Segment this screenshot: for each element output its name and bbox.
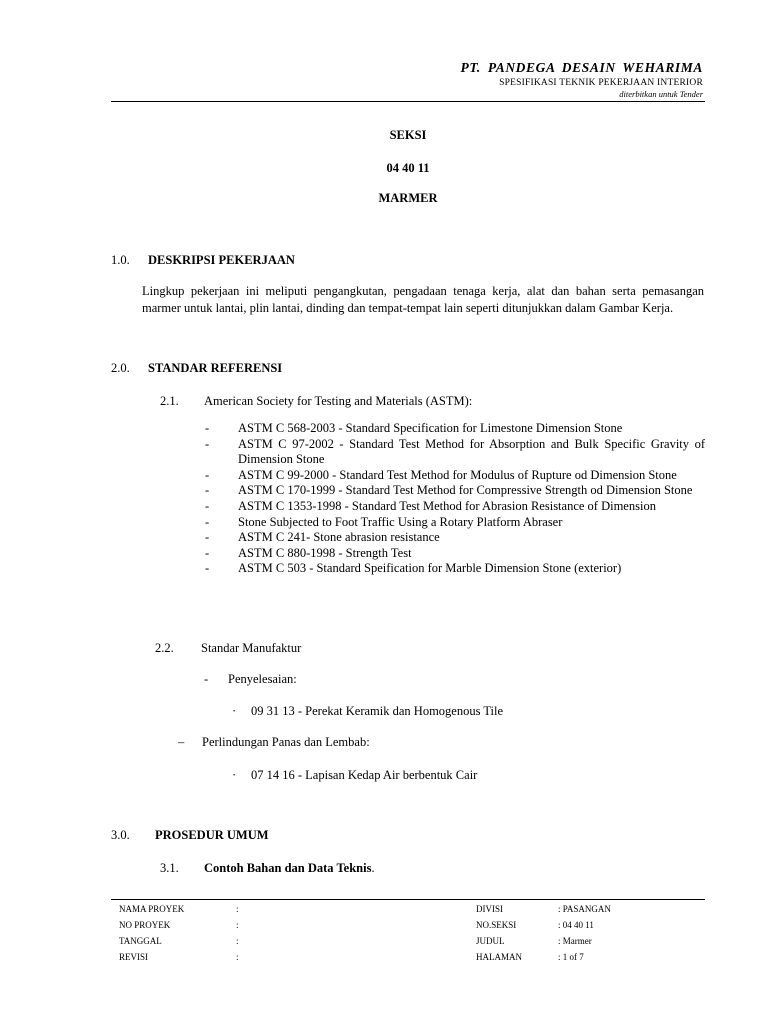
section-3-number: 3.0.: [111, 828, 130, 842]
list-item: - ASTM C 880-1998 - Strength Test: [205, 545, 412, 560]
list-item: - Stone Subjected to Foot Traffic Using a Rotary Platform Abraser: [205, 514, 563, 529]
section-title: MARMER: [378, 191, 438, 205]
group-2-dash: –: [178, 735, 185, 749]
astm-standards-list: [205, 421, 705, 577]
section-label: SEKSI: [389, 128, 427, 142]
subsection-2-1-label: American Society for Testing and Materials (ASTM):: [204, 394, 473, 408]
section-1-body: Lingkup pekerjaan ini meliputi pengangkutan, pengadaan tenaga kerja, alat dan bahan serta pemasangan marmer untuk lantai, plin lantai, dinding dan tempat-tempat lain seperti ditunjukkan dalam Gambar Kerja.: [142, 284, 704, 315]
footer-revision-label: REVISI: [119, 952, 148, 962]
footer-page-label: HALAMAN: [476, 952, 522, 962]
footer-title-value: : Marmer: [558, 936, 592, 946]
subsection-2-1-number: 2.1.: [160, 394, 179, 408]
group-1-label: Penyelesaian:: [228, 672, 297, 686]
subsection-3-1-number: 3.1.: [160, 861, 179, 875]
subsection-2-2-label: Standar Manufaktur: [201, 641, 302, 655]
list-item: - ASTM C 568-2003 - Standard Specification for Limestone Dimension Stone: [205, 421, 623, 435]
list-item: - ASTM C 241- Stone abrasion resistance: [205, 530, 440, 545]
group-1-dash: -: [204, 672, 209, 686]
list-item: - ASTM C 170-1999 - Standard Test Method for Compressive Strength od Dimension Stone: [205, 483, 693, 498]
group-1-bullet: ·: [232, 704, 237, 718]
section-3-heading: PROSEDUR UMUM: [155, 828, 269, 842]
group-1-item: 09 31 13 - Perekat Keramik dan Homogenous Tile: [251, 704, 504, 718]
footer-project-no-value: :: [236, 920, 239, 930]
group-2-item: 07 14 16 - Lapisan Kedap Air berbentuk Cair: [251, 768, 478, 782]
list-item: - ASTM C 503 - Standard Speification for Marble Dimension Stone (exterior): [205, 561, 622, 576]
footer-date-label: TANGGAL: [119, 936, 162, 946]
section-1-heading: DESKRIPSI PEKERJAAN: [148, 253, 295, 267]
footer-section-no-label: NO.SEKSI: [476, 920, 517, 930]
footer-project-name-label: NAMA PROYEK: [119, 904, 185, 914]
section-2-heading: STANDAR REFERENSI: [148, 361, 283, 375]
footer-project-name-value: :: [236, 904, 239, 914]
document-subtitle: SPESIFIKASI TEKNIK PEKERJAAN INTERIOR: [499, 78, 703, 88]
list-item: - ASTM C 99-2000 - Standard Test Method for Modulus of Rupture od Dimension Stone: [205, 467, 677, 482]
section-2-number: 2.0.: [111, 361, 130, 375]
company-name: PT. PANDEGA DESAIN WEHARIMA: [460, 60, 703, 75]
section-code: 04 40 11: [386, 161, 430, 175]
group-2-bullet: ·: [232, 768, 237, 782]
document-note: diterbitkan untuk Tender: [619, 89, 703, 99]
list-item: - ASTM C 97-2002 - Standard Test Method for Absorption and Bulk Specific Gravity of Dimension Stone: [205, 436, 705, 467]
footer-division-value: : PASANGAN: [558, 904, 611, 914]
subsection-2-2-number: 2.2.: [155, 641, 174, 655]
footer-project-no-label: NO PROYEK: [119, 920, 171, 930]
footer-divider: [111, 899, 705, 900]
section-1-number: 1.0.: [111, 253, 130, 267]
list-item: - ASTM C 1353-1998 - Standard Test Method for Abrasion Resistance of Dimension: [205, 498, 656, 513]
footer-date-value: :: [236, 936, 239, 946]
footer-title-label: JUDUL: [476, 936, 505, 946]
footer-division-label: DIVISI: [476, 904, 503, 914]
footer-page-value: : 1 of 7: [558, 952, 584, 962]
footer-section-no-value: : 04 40 11: [558, 920, 594, 930]
footer-revision-value: :: [236, 952, 239, 962]
subsection-3-1-label: Contoh Bahan dan Data Teknis.: [204, 861, 375, 875]
group-2-label: Perlindungan Panas dan Lembab:: [202, 735, 370, 749]
header-divider: [111, 101, 705, 102]
